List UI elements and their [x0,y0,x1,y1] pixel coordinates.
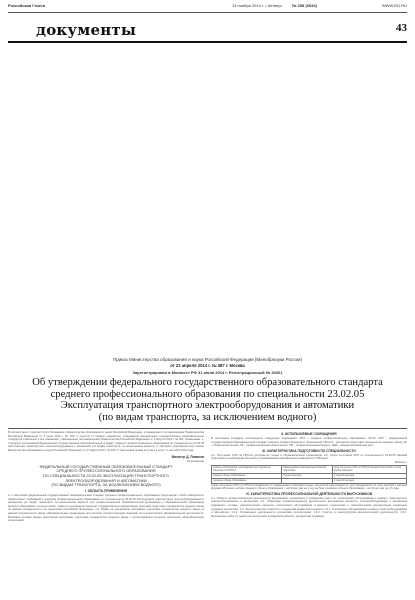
section-text: Сроки получения СПО по ППССЗ независимо от применяемых образовательных технологий увеличиваются: для обучающихся по очно-заочной и заочной формам обучения: на базе среднего общего образования – не более чем на 1 год; на базе основного общего образования – не более чем на 1,5 года. [211,483,407,491]
section-rule [8,41,407,43]
table-header-cell: Уровень образования, необходимый для приема на обучение по ППССЗ [212,465,282,473]
section-text: 3.1. Получение СПО по ППССЗ допускается только в образовательной организации. 3.2. Сроки получения СПО по специальности 23.02.05 базовой подготовки в очной форме обучения и присваиваемая квалификация приводятся в Таблице 1. [211,453,407,461]
order-intro-text: В соответствии с пунктом 5.2.41 Положения о Министерстве образования и науки Российской Федерации, утвержденного постановлением Правительства Российской Федерации от 3 июня 2013 г. № 466, и пунктом 17 Правил разработки, утверждения федеральных государственных образовательных стандартов и внесения в них изменений, утвержденных постановлением Правительства Российской Федерации от 5 августа 2013 г. № 661, приказываю: 1. Утвердить прилагаемый федеральный государственный образовательный стандарт среднего профессионального образования по специальности 23.02.05 Эксплуатация транспортного электрооборудования и автоматики (по видам транспорта, за исключением водного). 2. Признать утратившим силу приказ Министерства образования и науки Российской Федерации от 17 марта 2010 г. № 183. 3. Настоящий приказ вступает в силу с 1 сентября 2014 года. [8,431,204,452]
order-issuer: Приказ Министерства образования и науки Российской Федерации (Минобрнауки России) [112,357,303,362]
title-line: (по видам транспорта, за исключением водного) [98,411,317,423]
table-cell: Техник-электрик [282,473,333,478]
table-header-cell: Наименование квалификации базовой подготовки [282,465,333,473]
duration-table [211,465,407,484]
section-text: В настоящем стандарте используются следующие сокращения: СПО – среднее профессиональное образование; ФГОС СПО – федеральный государственный образовательный стандарт среднего профессионального образования; ППССЗ – программа подготовки специалистов среднего звена; ОК – общая компетенция; ПК – профессиональная компетенция; ПМ – профессиональный модуль; МДК – междисциплинарный курс. [211,437,407,448]
section-text: 1.1. Настоящий федеральный государственный образовательный стандарт среднего профессионального образования представляет собой совокупность обязательных требований к среднему профессиональному образованию по специальности 23.02.05 Эксплуатация транспортного электрооборудования и автоматики (по видам транспорта, за исключением водного) для профессиональной образовательной организации и образовательной организации высшего образования, которые имеют право на реализацию имеющих государственную аккредитацию программ подготовки специалистов среднего звена по данной специальности, на территории Российской Федерации. 1.2. Право на реализацию программы подготовки специалистов среднего звена по данной специальности имеет образовательная организация при наличии соответствующей лицензии на осуществление образовательной деятельности. Возможна сетевая форма реализации программы подготовки специалистов среднего звена с использованием ресурсов нескольких образовательных организаций. [8,494,204,523]
standard-title-line: ЭЛЕКТРООБОРУДОВАНИЯ И АВТОМАТИКИ [65,477,147,483]
standard-title-line: СРЕДНЕГО ПРОФЕССИОНАЛЬНОГО ОБРАЗОВАНИЯ [56,468,156,474]
title-line: Об утверждении федерального государственного образовательного стандарта [32,377,383,388]
left-column [8,431,204,596]
newspaper-name: Российская Газета [8,3,46,8]
table-cell: среднее общее образование [212,473,282,478]
table-label: Таблица 1 [394,460,407,464]
header-divider [8,12,407,13]
standard-title-line: ФЕДЕРАЛЬНЫЙ ГОСУДАРСТВЕННЫЙ ОБРАЗОВАТЕЛЬНЫЙ СТАНДАРТ [39,463,173,469]
table-header-cell: Срок получения СПО по ППССЗ базовой подготовки в очной форме обучения [332,465,406,473]
title-divider [8,428,407,429]
appendix-label: Приложение [187,458,204,463]
table-header-row [212,465,407,473]
standard-title-line: (ПО ВИДАМ ТРАНСПОРТА, ЗА ИСКЛЮЧЕНИЕМ ВОДНОГО) [51,482,161,488]
document-title [0,377,415,423]
table-cell: основное общее образование [212,478,282,483]
section-heading: IV. ХАРАКТЕРИСТИКА ПРОФЕССИОНАЛЬНОЙ ДЕЯТЕЛЬНОСТИ ВЫПУСКНИКОВ [245,491,373,496]
section-text: 4.1. Область профессиональной деятельности выпускников: организация и проведение работ по техническому обслуживанию и ремонту транспортного электрооборудования и автоматики. 4.2. Объектами профессиональной деятельности выпускников являются: электрооборудование и автоматика подвижного состава; технологические процессы технического обслуживания и ремонта; техническая и технологическая документация; первичные трудовые коллективы. 4.3. Техник-электрик готовится к следующим видам деятельности: 4.3.1. Техническое обслуживание и ремонт электрооборудования и автоматики. 4.3.2. Организация деятельности коллектива исполнителей. 4.3.3. Участие в конструкторско-технологической деятельности. 4.3.4. Выполнение работ по одной или нескольким профессиям рабочих, должностям служащих. [211,496,407,518]
right-column [211,431,407,596]
section-heading: III. ХАРАКТЕРИСТИКА ПОДГОТОВКИ ПО СПЕЦИАЛЬНОСТИ [262,448,356,453]
section-title: документы [36,21,137,39]
minister-signature: Министр Д. Ливанов [171,454,204,459]
order-date: от 22 апреля 2014 г. № 387 г. Москва [170,363,245,368]
section-heading: II. ИСПОЛЬЗУЕМЫЕ СОКРАЩЕНИЯ [281,432,337,436]
table-cell: 2 года 10 месяцев [332,473,406,478]
title-line: Эксплуатация транспортного электрооборудования и автоматики [60,400,355,412]
issue-number: № 258 (6533) [292,3,317,8]
standard-title-line: ПО СПЕЦИАЛЬНОСТИ 23.02.05 ЭКСПЛУАТАЦИЯ ТРАНСПОРТНОГО [43,472,169,478]
title-line: среднего профессионального образования по специальности 23.02.05 [50,388,365,400]
section-heading: I. ОБЛАСТЬ ПРИМЕНЕНИЯ [85,489,127,494]
table-cell: 3 года 10 месяцев [332,478,406,483]
issue-date: 13 ноября 2014 г. • Четверг [232,3,283,8]
table-row [212,478,407,483]
site-url: WWW.RG.RU [381,3,407,8]
standard-title [8,465,204,489]
page-number: 43 [396,22,407,34]
table-cell [282,478,333,483]
order-registration: Зарегистрирован в Минюсте РФ 31 июля 2014 г. Регистрационный № 33301 [132,370,283,375]
